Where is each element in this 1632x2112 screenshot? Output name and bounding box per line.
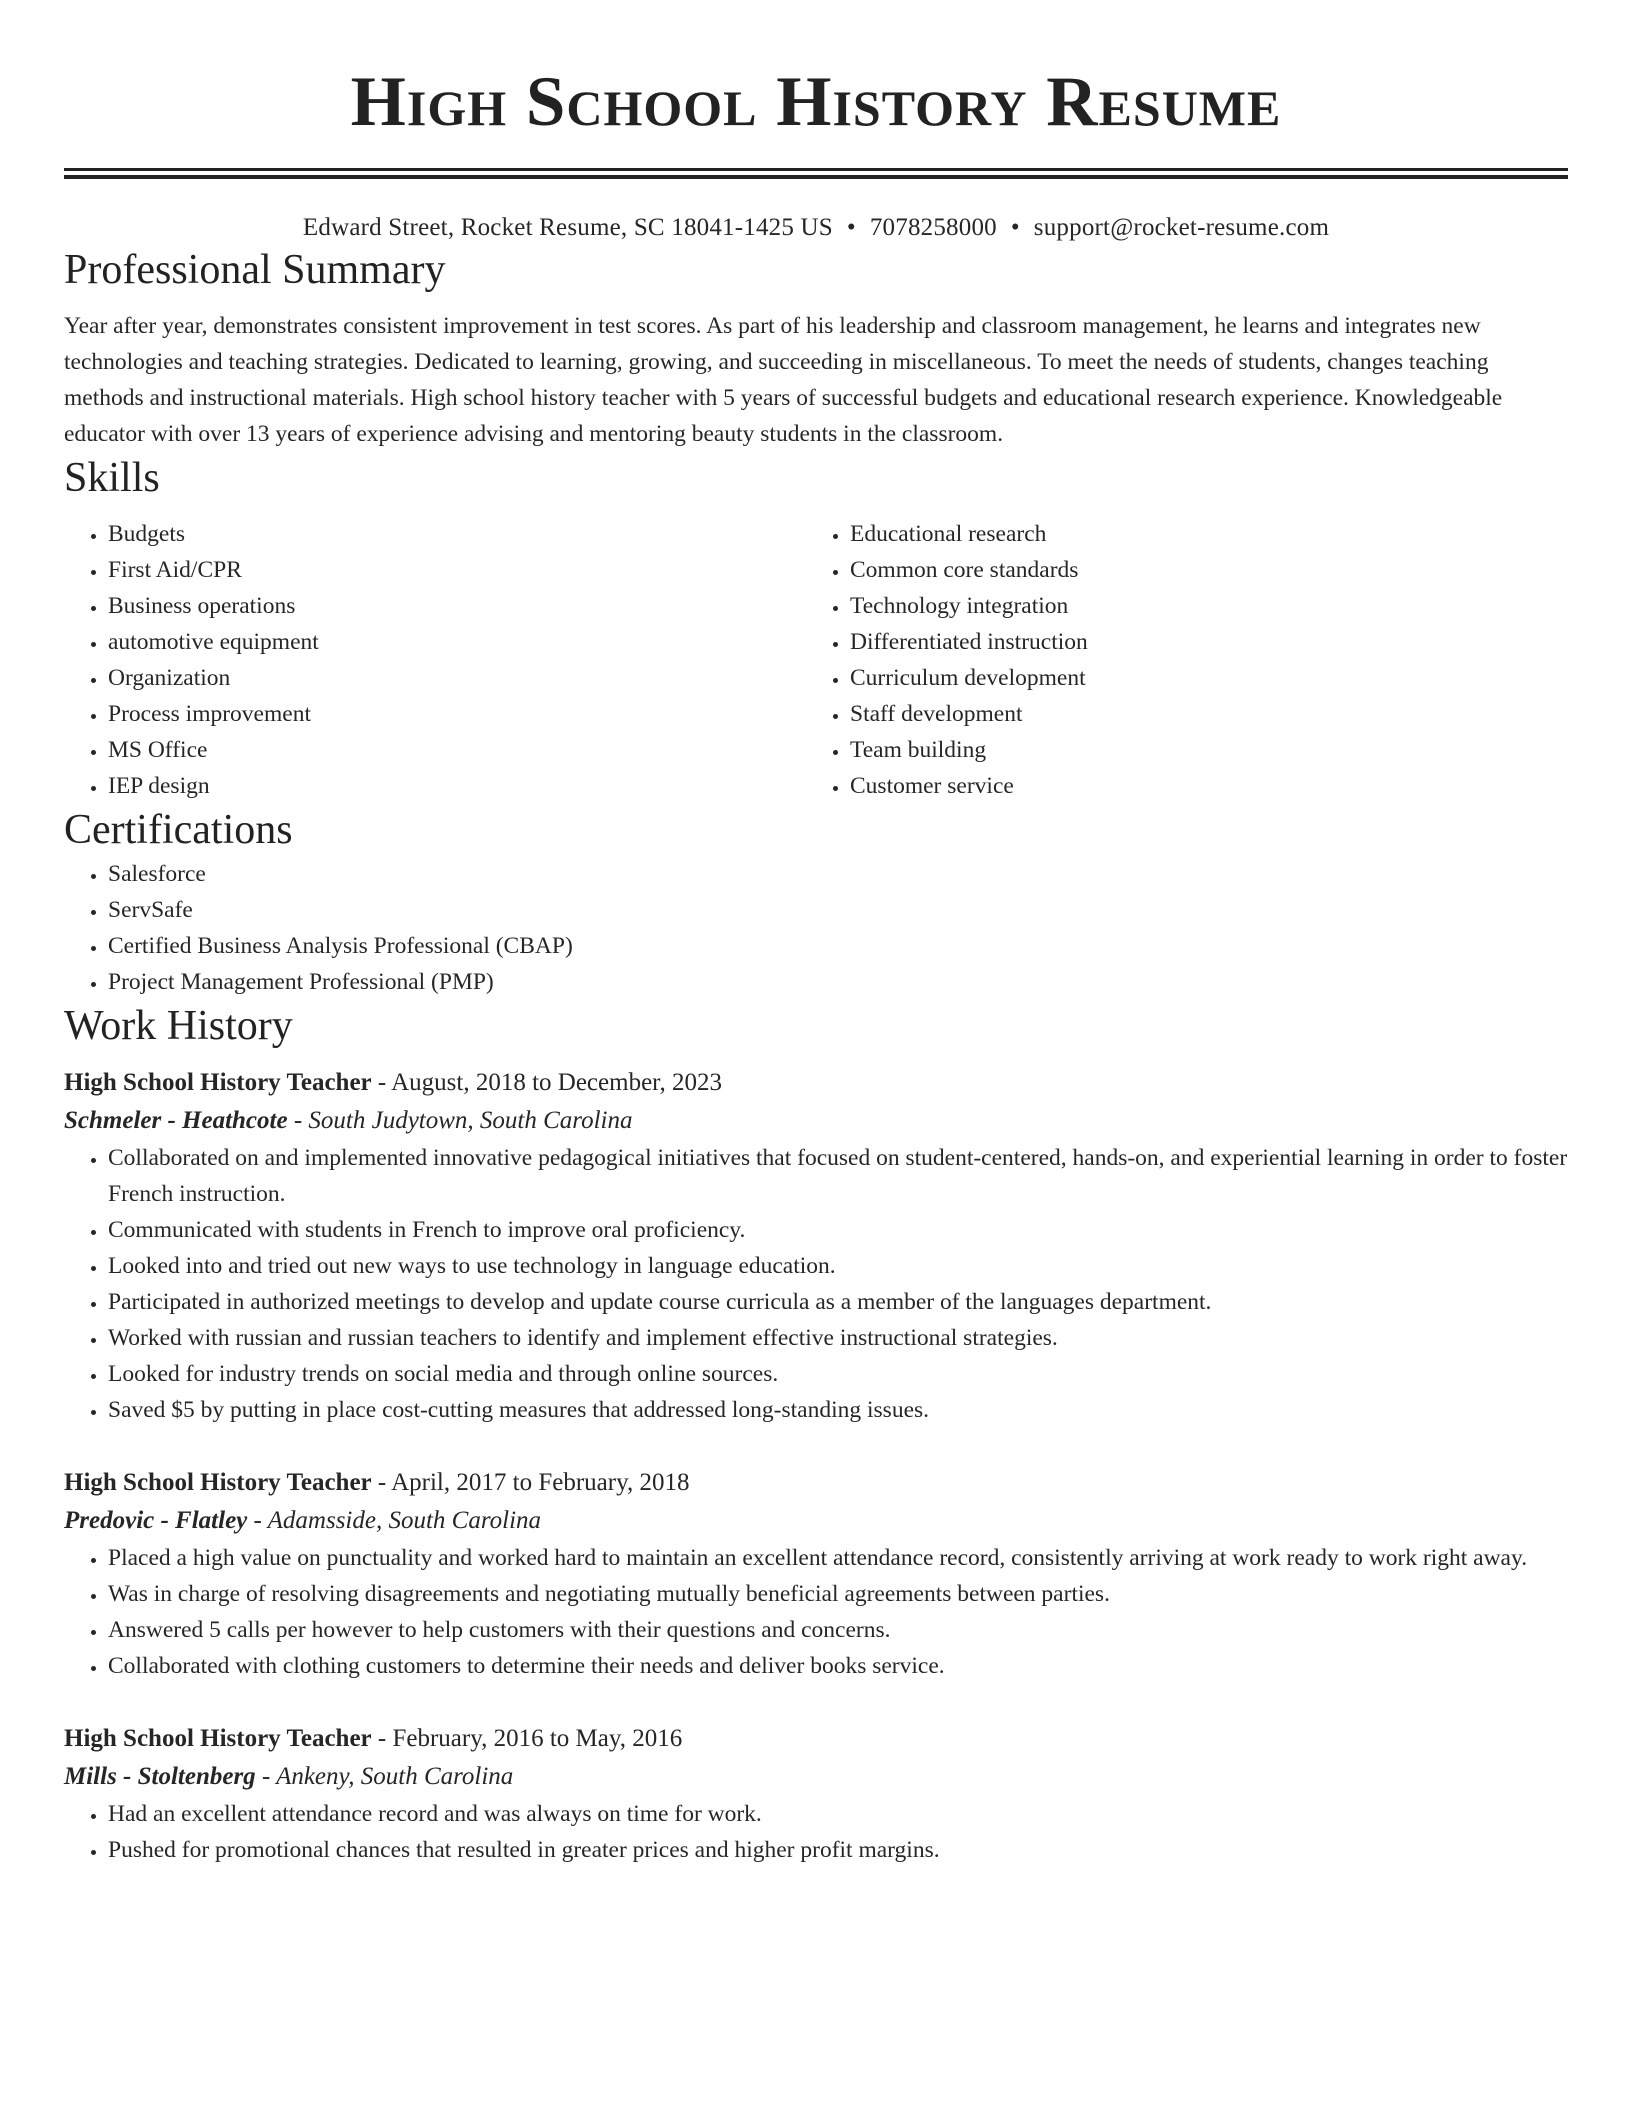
job-bullet: • Communicated with students in French to improve oral proficiency.	[108, 1212, 1568, 1248]
skill-item: • Team building	[850, 732, 1548, 768]
job-dash: -	[371, 1469, 392, 1496]
job-dates: February, 2016 to May, 2016	[392, 1725, 683, 1752]
skill-item: • Differentiated instruction	[850, 624, 1548, 660]
skill-item: • Technology integration	[850, 588, 1548, 624]
job-bullet: • Pushed for promotional chances that resulted in greater prices and higher profit margins.	[108, 1832, 1568, 1868]
title-divider	[64, 168, 1568, 179]
job-location: Adamsside, South Carolina	[267, 1507, 542, 1534]
contact-line	[64, 212, 1568, 244]
job-bullet: • Had an excellent attendance record and was always on time for work.	[108, 1796, 1568, 1832]
skill-item: • First Aid/CPR	[108, 552, 806, 588]
job-dates: August, 2018 to December, 2023	[391, 1069, 722, 1096]
job-bullet: • Worked with russian and russian teachers to identify and implement effective instructional strategies.	[108, 1320, 1568, 1356]
certification-item: • Salesforce	[108, 856, 1568, 892]
skill-item: • Customer service	[850, 768, 1548, 804]
job-dates: April, 2017 to February, 2018	[391, 1469, 690, 1496]
skills-column-right	[806, 516, 1548, 804]
job-bullets	[64, 1140, 1568, 1428]
job-dash: -	[371, 1725, 393, 1752]
job-title: High School History Teacher	[64, 1069, 372, 1096]
skill-item: • Educational research	[850, 516, 1548, 552]
job-bullets	[64, 1796, 1568, 1868]
skill-item: • Curriculum development	[850, 660, 1548, 696]
work-history-section	[64, 1000, 1568, 1868]
section-heading-summary: Professional Summary	[64, 247, 446, 293]
skill-item: • Organization	[108, 660, 806, 696]
skill-item: • MS Office	[108, 732, 806, 768]
contact-address: Edward Street, Rocket Resume, SC 18041-1425 US	[302, 214, 833, 241]
contact-email: support@rocket-resume.com	[1033, 214, 1330, 241]
contact-separator: •	[846, 214, 856, 241]
certification-item: • ServSafe	[108, 892, 1568, 928]
job-entry	[64, 1064, 1568, 1428]
section-heading-skills: Skills	[64, 455, 160, 501]
job-bullet: • Participated in authorized meetings to develop and update course curricula as a member of the languages department.	[108, 1284, 1568, 1320]
skill-item: • Process improvement	[108, 696, 806, 732]
job-location: Ankeny, South Carolina	[276, 1763, 514, 1790]
job-location: South Judytown, South Carolina	[308, 1107, 633, 1134]
resume-title: High School History Resume	[350, 63, 1282, 141]
job-dash: -	[255, 1763, 277, 1790]
job-dash: -	[371, 1069, 392, 1096]
job-bullet: • Was in charge of resolving disagreements and negotiating mutually beneficial agreements between parties.	[108, 1576, 1568, 1612]
job-title-line	[64, 1720, 1568, 1758]
job-company-line	[64, 1758, 1568, 1796]
job-company-line	[64, 1102, 1568, 1140]
job-title-line	[64, 1064, 1568, 1102]
job-company: Schmeler - Heathcote	[64, 1107, 288, 1134]
job-bullet: • Looked for industry trends on social media and through online sources.	[108, 1356, 1568, 1392]
certification-item: • Certified Business Analysis Professional (CBAP)	[108, 928, 1568, 964]
skill-item: • Budgets	[108, 516, 806, 552]
job-entry	[64, 1720, 1568, 1868]
skill-item: • IEP design	[108, 768, 806, 804]
job-entry	[64, 1464, 1568, 1684]
certification-item: • Project Management Professional (PMP)	[108, 964, 1568, 1000]
job-bullet: • Placed a high value on punctuality and worked hard to maintain an excellent attendance record, consistently arriving at work ready to work right away.	[108, 1540, 1568, 1576]
section-heading-certifications: Certifications	[64, 807, 293, 853]
job-bullet: • Saved $5 by putting in place cost-cutting measures that addressed long-standing issues.	[108, 1392, 1568, 1428]
section-heading-work-history: Work History	[64, 1003, 293, 1049]
skill-item: • Business operations	[108, 588, 806, 624]
job-bullet: • Looked into and tried out new ways to use technology in language education.	[108, 1248, 1568, 1284]
skill-item: • automotive equipment	[108, 624, 806, 660]
job-bullets	[64, 1540, 1568, 1684]
job-title-line	[64, 1464, 1568, 1502]
job-bullet: • Collaborated on and implemented innovative pedagogical initiatives that focused on student-centered, hands-on, and experiential learning in order to foster French instruction.	[108, 1140, 1568, 1212]
job-company-line	[64, 1502, 1568, 1540]
skills-column-left	[64, 516, 806, 804]
contact-phone: 7078258000	[869, 214, 997, 241]
job-company: Predovic - Flatley	[64, 1507, 248, 1534]
skills-section	[64, 452, 1568, 804]
contact-separator: •	[1010, 214, 1020, 241]
job-title: High School History Teacher	[64, 1469, 372, 1496]
certifications-list	[64, 856, 1568, 1000]
job-company: Mills - Stoltenberg	[64, 1763, 256, 1790]
job-dash: -	[247, 1507, 268, 1534]
job-dash: -	[287, 1107, 309, 1134]
skill-item: • Common core standards	[850, 552, 1548, 588]
job-bullet: • Collaborated with clothing customers to determine their needs and deliver books service.	[108, 1648, 1568, 1684]
job-title: High School History Teacher	[64, 1725, 372, 1752]
skill-item: • Staff development	[850, 696, 1548, 732]
summary-text: Year after year, demonstrates consistent improvement in test scores. As part of his leadership and classroom management, he learns and integrates new technologies and teaching strategies. Dedicated to learning, growing, and succeeding in miscellaneous. To meet the needs of students, changes teaching methods and instructional materials. High school history teacher with 5 years of successful budgets and educational research experience. Knowledgeable educator with over 13 years of experience advising and mentoring beauty students in the classroom.	[64, 313, 1503, 447]
skills-list-left	[64, 516, 806, 804]
job-bullet: • Answered 5 calls per however to help customers with their questions and concerns.	[108, 1612, 1568, 1648]
skills-list-right	[806, 516, 1548, 804]
professional-summary-section	[64, 244, 1568, 452]
certifications-section	[64, 804, 1568, 1000]
skills-grid	[64, 516, 1568, 804]
